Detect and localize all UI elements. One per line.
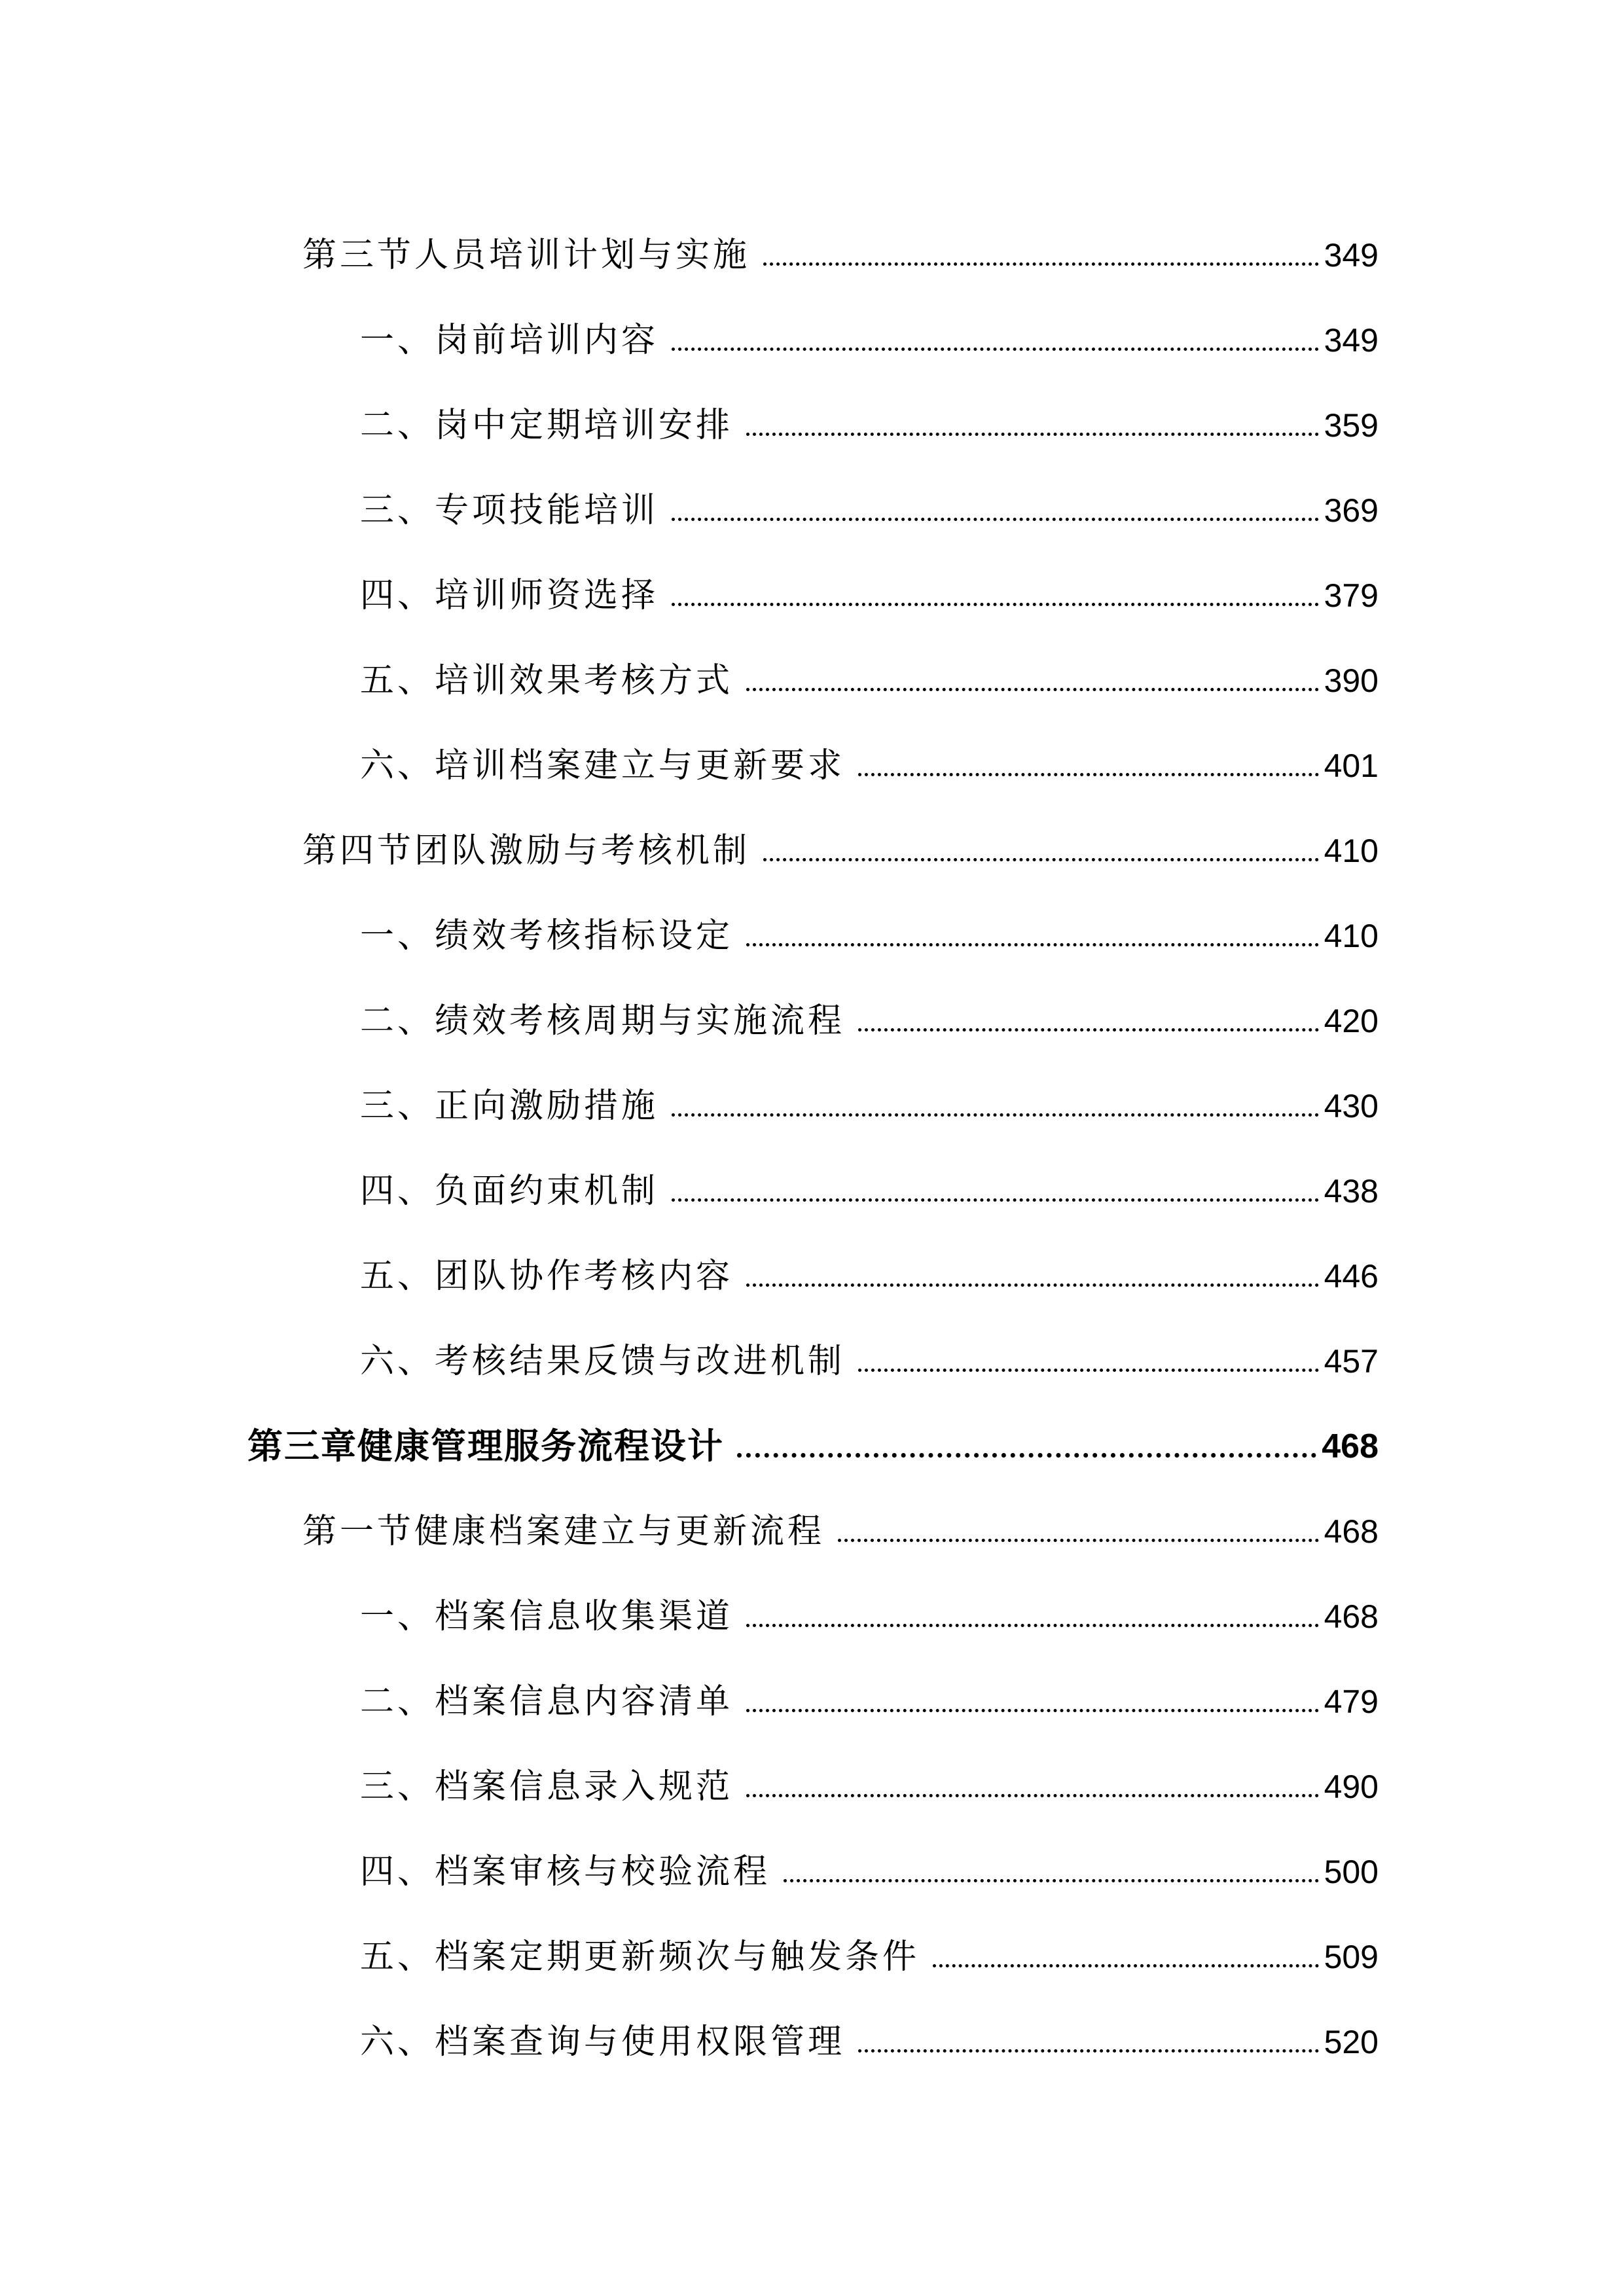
toc-entry-item[interactable]: [0, 893, 1624, 978]
toc-dot-leader: [746, 1624, 1319, 1627]
toc-entry-page: 468: [1324, 1513, 1379, 1550]
toc-entry-section[interactable]: [0, 213, 1624, 298]
toc-entry-item[interactable]: [0, 1829, 1624, 1914]
toc-entry-page: 490: [1324, 1768, 1379, 1805]
toc-entry-title: 三、正向激励措施: [360, 1086, 659, 1126]
toc-entry-title: 第三章健康管理服务流程设计: [247, 1426, 724, 1467]
toc-entry-page: 401: [1324, 747, 1379, 784]
toc-entry-item[interactable]: [0, 638, 1624, 723]
toc-entry-page: 446: [1324, 1258, 1379, 1295]
toc-entry-title: 二、档案信息内容清单: [360, 1682, 734, 1721]
toc-entry-item[interactable]: [0, 1149, 1624, 1234]
toc-entry-item[interactable]: [0, 298, 1624, 383]
toc-entry-title: 第三节人员培训计划与实施: [302, 236, 751, 275]
toc-entry-item[interactable]: [0, 1234, 1624, 1319]
toc-entry-item[interactable]: [0, 1574, 1624, 1659]
toc-entry-page: 468: [1324, 1598, 1379, 1635]
toc-entry-title: 五、档案定期更新频次与触发条件: [360, 1937, 920, 1977]
toc-dot-leader: [672, 1198, 1319, 1202]
toc-entry-title: 一、档案信息收集渠道: [360, 1597, 734, 1636]
table-of-contents: [0, 213, 1624, 2085]
toc-entry-chapter[interactable]: [0, 1404, 1624, 1489]
toc-entry-page: 420: [1324, 1003, 1379, 1039]
toc-dot-leader: [858, 1028, 1319, 1031]
toc-entry-page: 520: [1324, 2024, 1379, 2060]
toc-dot-leader: [672, 518, 1319, 521]
toc-dot-leader: [858, 2049, 1319, 2053]
toc-entry-item[interactable]: [0, 1659, 1624, 1744]
toc-entry-page: 410: [1324, 833, 1379, 869]
toc-entry-item[interactable]: [0, 1744, 1624, 1829]
toc-entry-item[interactable]: [0, 1914, 1624, 2000]
toc-entry-page: 369: [1324, 492, 1379, 529]
toc-entry-item[interactable]: [0, 383, 1624, 468]
toc-dot-leader: [672, 603, 1319, 606]
toc-dot-leader: [746, 1709, 1319, 1712]
toc-dot-leader: [737, 1453, 1316, 1458]
toc-dot-leader: [746, 943, 1319, 946]
toc-entry-title: 四、档案审核与校验流程: [360, 1852, 771, 1892]
toc-entry-title: 六、档案查询与使用权限管理: [360, 2022, 846, 2062]
toc-entry-title: 一、绩效考核指标设定: [360, 916, 734, 956]
toc-dot-leader: [672, 1113, 1319, 1117]
toc-dot-leader: [763, 262, 1319, 266]
toc-entry-title: 第一节健康档案建立与更新流程: [302, 1512, 825, 1551]
toc-dot-leader: [933, 1964, 1319, 1967]
toc-entry-title: 一、岗前培训内容: [360, 321, 659, 360]
toc-entry-title: 三、专项技能培训: [360, 491, 659, 530]
toc-entry-page: 509: [1324, 1939, 1379, 1975]
toc-entry-title: 三、档案信息录入规范: [360, 1767, 734, 1806]
toc-entry-page: 457: [1324, 1343, 1379, 1380]
toc-dot-leader: [746, 433, 1319, 436]
toc-entry-page: 359: [1324, 407, 1379, 444]
toc-entry-item[interactable]: [0, 553, 1624, 638]
toc-dot-leader: [746, 688, 1319, 691]
toc-dot-leader: [672, 348, 1319, 351]
toc-entry-page: 430: [1324, 1088, 1379, 1124]
toc-entry-title: 五、培训效果考核方式: [360, 661, 734, 700]
toc-entry-page: 438: [1324, 1173, 1379, 1210]
toc-entry-page: 349: [1324, 237, 1379, 274]
toc-entry-title: 五、团队协作考核内容: [360, 1257, 734, 1296]
toc-dot-leader: [838, 1539, 1319, 1542]
toc-entry-title: 四、负面约束机制: [360, 1172, 659, 1211]
toc-entry-item[interactable]: [0, 468, 1624, 553]
toc-dot-leader: [746, 1794, 1319, 1797]
toc-entry-page: 379: [1324, 577, 1379, 614]
toc-dot-leader: [858, 773, 1319, 776]
toc-entry-title: 四、培训师资选择: [360, 576, 659, 615]
toc-entry-item[interactable]: [0, 978, 1624, 1064]
toc-entry-title: 第四节团队激励与考核机制: [302, 831, 751, 870]
toc-entry-item[interactable]: [0, 1319, 1624, 1404]
toc-entry-page: 349: [1324, 322, 1379, 359]
toc-entry-page: 390: [1324, 662, 1379, 699]
toc-entry-item[interactable]: [0, 1064, 1624, 1149]
toc-entry-title: 二、岗中定期培训安排: [360, 406, 734, 445]
toc-entry-section[interactable]: [0, 1489, 1624, 1574]
toc-entry-title: 六、培训档案建立与更新要求: [360, 746, 846, 785]
toc-dot-leader: [858, 1369, 1319, 1372]
toc-dot-leader: [784, 1879, 1319, 1882]
toc-dot-leader: [746, 1283, 1319, 1287]
toc-entry-title: 二、绩效考核周期与实施流程: [360, 1001, 846, 1041]
toc-entry-page: 468: [1322, 1427, 1379, 1465]
toc-entry-item[interactable]: [0, 2000, 1624, 2085]
toc-entry-section[interactable]: [0, 808, 1624, 893]
toc-entry-title: 六、考核结果反馈与改进机制: [360, 1342, 846, 1381]
toc-dot-leader: [763, 858, 1319, 861]
toc-entry-item[interactable]: [0, 723, 1624, 808]
toc-entry-page: 410: [1324, 918, 1379, 954]
toc-entry-page: 479: [1324, 1683, 1379, 1720]
toc-entry-page: 500: [1324, 1854, 1379, 1890]
